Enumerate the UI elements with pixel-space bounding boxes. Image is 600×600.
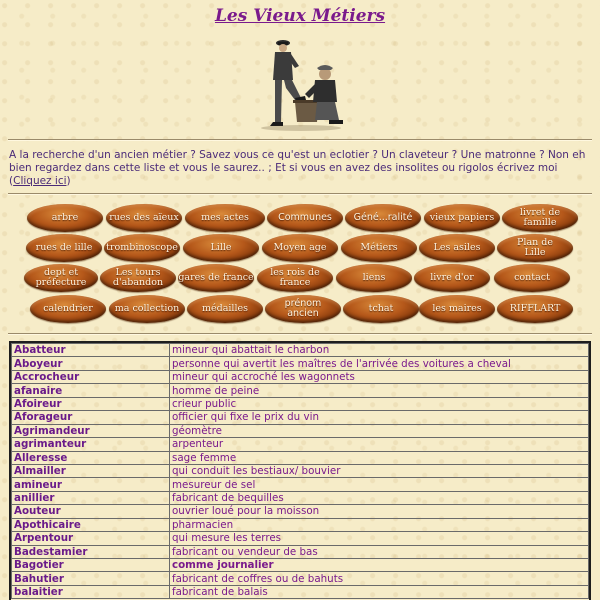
- metier-term: Apothicaire: [12, 518, 170, 531]
- table-row: [12, 397, 589, 410]
- nav-button-tours-abandon[interactable]: [100, 264, 176, 292]
- metier-definition: homme de peine: [170, 384, 589, 397]
- intro-end: ): [66, 175, 71, 187]
- table-row: [12, 532, 589, 545]
- nav-button-communes[interactable]: [267, 204, 343, 232]
- shoeshine-illustration: [255, 36, 345, 132]
- nav-row: [0, 264, 600, 294]
- nav-button-liens[interactable]: [336, 264, 412, 292]
- nav-label: liens: [362, 272, 386, 283]
- nav-button-metiers[interactable]: [341, 234, 417, 262]
- nav-label: Plan de Lille: [517, 237, 553, 258]
- metier-term: anillier: [12, 491, 170, 504]
- metier-definition: fabricant de coffres ou de bahuts: [170, 572, 589, 585]
- divider: [8, 193, 592, 195]
- nav-button-mes-actes[interactable]: [185, 204, 265, 232]
- nav-label: Lille: [210, 242, 232, 253]
- nav-button-prenom-ancien[interactable]: [265, 295, 341, 323]
- table-row: [12, 370, 589, 383]
- nav-row: [0, 204, 600, 234]
- nav-button-medailles[interactable]: [187, 295, 263, 323]
- metier-term: Abatteur: [12, 344, 170, 357]
- nav-label: calendrier: [43, 303, 93, 314]
- nav-button-vieux-papiers[interactable]: [424, 204, 500, 232]
- table-row: [12, 491, 589, 504]
- metier-term: Aboyeur: [12, 357, 170, 370]
- nav-button-les-maires[interactable]: [419, 295, 495, 323]
- nav-label: Les asiles: [433, 242, 481, 253]
- metier-term: Badestamier: [12, 545, 170, 558]
- metier-definition: arpenteur: [170, 438, 589, 451]
- nav-button-ma-collection[interactable]: [109, 295, 185, 323]
- table-row: [12, 585, 589, 598]
- nav-button-plan-lille[interactable]: [497, 234, 573, 262]
- table-row: [12, 344, 589, 357]
- table-row: [12, 438, 589, 451]
- metier-term: Bagotier: [12, 559, 170, 572]
- nav-row: [0, 234, 600, 264]
- metier-definition: fabricant ou vendeur de bas: [170, 545, 589, 558]
- metier-term: Bahutier: [12, 572, 170, 585]
- table-row: [12, 545, 589, 558]
- nav-label: Moyen age: [273, 242, 327, 253]
- nav-button-lille[interactable]: [183, 234, 259, 262]
- contact-link[interactable]: Cliquez ici: [13, 175, 67, 187]
- nav-label: arbre: [51, 212, 79, 223]
- nav-label: gares de france: [178, 272, 254, 283]
- metier-term: afanaire: [12, 384, 170, 397]
- nav-button-rifflart[interactable]: [497, 295, 573, 323]
- nav-label: vieux papiers: [429, 212, 495, 223]
- intro-text: A la recherche d'un ancien métier ? Savez vous ce qu'est un eclotier ? Un claveteur ? Une matronne ? Non eh bien regardez dans cette liste et vous le saurez.. ; Et si vous en avez des insolites ou rigolos écrivez moi (: [9, 149, 586, 187]
- metier-term: balaitier: [12, 585, 170, 598]
- metier-definition: qui conduit les bestiaux/ bouvier: [170, 464, 589, 477]
- metier-definition: sage femme: [170, 451, 589, 464]
- nav-label: les rois de france: [270, 267, 320, 288]
- metier-term: Afoireur: [12, 397, 170, 410]
- nav-button-asiles[interactable]: [419, 234, 495, 262]
- nav-label: Géné...ralité: [353, 212, 413, 223]
- nav-label: médailles: [202, 303, 248, 314]
- table-row: [12, 505, 589, 518]
- metier-term: agrimanteur: [12, 438, 170, 451]
- nav-button-calendrier[interactable]: [30, 295, 106, 323]
- metier-definition: officier qui fixe le prix du vin: [170, 411, 589, 424]
- table-row: [12, 518, 589, 531]
- metier-definition: fabricant de balais: [170, 585, 589, 598]
- divider: [8, 333, 592, 335]
- nav-label: mes actes: [201, 212, 249, 223]
- nav-button-rois-france[interactable]: [257, 264, 333, 292]
- nav-label: RIFFLART: [509, 303, 561, 314]
- table-row: [12, 464, 589, 477]
- nav-button-rues-aieux[interactable]: [106, 204, 182, 232]
- nav-label: Les tours d'abandon: [112, 267, 164, 288]
- nav-label: contact: [514, 272, 550, 283]
- nav-label: rues des aïeux: [109, 212, 179, 223]
- metier-term: Arpentour: [12, 532, 170, 545]
- nav-label: ma collection: [114, 303, 180, 314]
- table-row: [12, 559, 589, 572]
- nav-button-rues-lille[interactable]: [26, 234, 102, 262]
- nav-label: Métiers: [360, 242, 398, 253]
- divider: [8, 139, 592, 141]
- nav-button-arbre[interactable]: [27, 204, 103, 232]
- nav-label: livret de famille: [519, 207, 561, 228]
- metiers-table-body: [12, 344, 589, 599]
- nav-button-livret-famille[interactable]: [502, 204, 578, 232]
- metier-definition: pharmacien: [170, 518, 589, 531]
- metier-definition: mineur qui abattait le charbon: [170, 344, 589, 357]
- nav-button-gares-france[interactable]: [178, 264, 254, 292]
- metier-term: amineur: [12, 478, 170, 491]
- table-row: [12, 572, 589, 585]
- metier-definition: mineur qui accroché les wagonnets: [170, 370, 589, 383]
- nav-label: trombinoscope: [106, 242, 178, 253]
- nav-label: prénom ancien: [284, 298, 322, 319]
- nav-button-generalite[interactable]: [345, 204, 421, 232]
- table-row: [12, 451, 589, 464]
- nav-button-tchat[interactable]: [343, 295, 419, 323]
- metier-definition: géomètre: [170, 424, 589, 437]
- intro-paragraph: [9, 149, 589, 188]
- nav-label: rues de lille: [35, 242, 93, 253]
- metier-term: Almailler: [12, 464, 170, 477]
- page-title: Les Vieux Métiers: [214, 6, 386, 26]
- nav-button-livre-or[interactable]: [414, 264, 490, 292]
- metier-term: Aforageur: [12, 411, 170, 424]
- metier-definition: fabricant de bequilles: [170, 491, 589, 504]
- metier-term: Agrimandeur: [12, 424, 170, 437]
- metier-definition: crieur public: [170, 397, 589, 410]
- table-row: [12, 384, 589, 397]
- nav-button-contact[interactable]: [494, 264, 570, 292]
- nav-label: livre d'or: [430, 272, 474, 283]
- table-row: [12, 424, 589, 437]
- nav-button-dept-prefecture[interactable]: [24, 264, 98, 292]
- nav-label: les maires: [432, 303, 482, 314]
- metier-definition: qui mesure les terres: [170, 532, 589, 545]
- nav-label: dept et préfecture: [35, 267, 87, 288]
- nav-label: tchat: [368, 303, 394, 314]
- nav-label: Communes: [278, 212, 332, 223]
- nav-button-trombinoscope[interactable]: [104, 234, 180, 262]
- metier-definition: personne qui avertit les maîtres de l'arrivée des voitures a cheval: [170, 357, 589, 370]
- table-row: [12, 411, 589, 424]
- metier-definition: ouvrier loué pour la moisson: [170, 505, 589, 518]
- table-row: [12, 478, 589, 491]
- metiers-table: [9, 341, 591, 600]
- metier-term: Alleresse: [12, 451, 170, 464]
- metier-term: Accrocheur: [12, 370, 170, 383]
- nav-row: [0, 295, 600, 325]
- metier-definition: mesureur de sel: [170, 478, 589, 491]
- metier-definition: comme journalier: [170, 559, 589, 572]
- nav-button-moyen-age[interactable]: [262, 234, 338, 262]
- table-row: [12, 357, 589, 370]
- metier-term: Aouteur: [12, 505, 170, 518]
